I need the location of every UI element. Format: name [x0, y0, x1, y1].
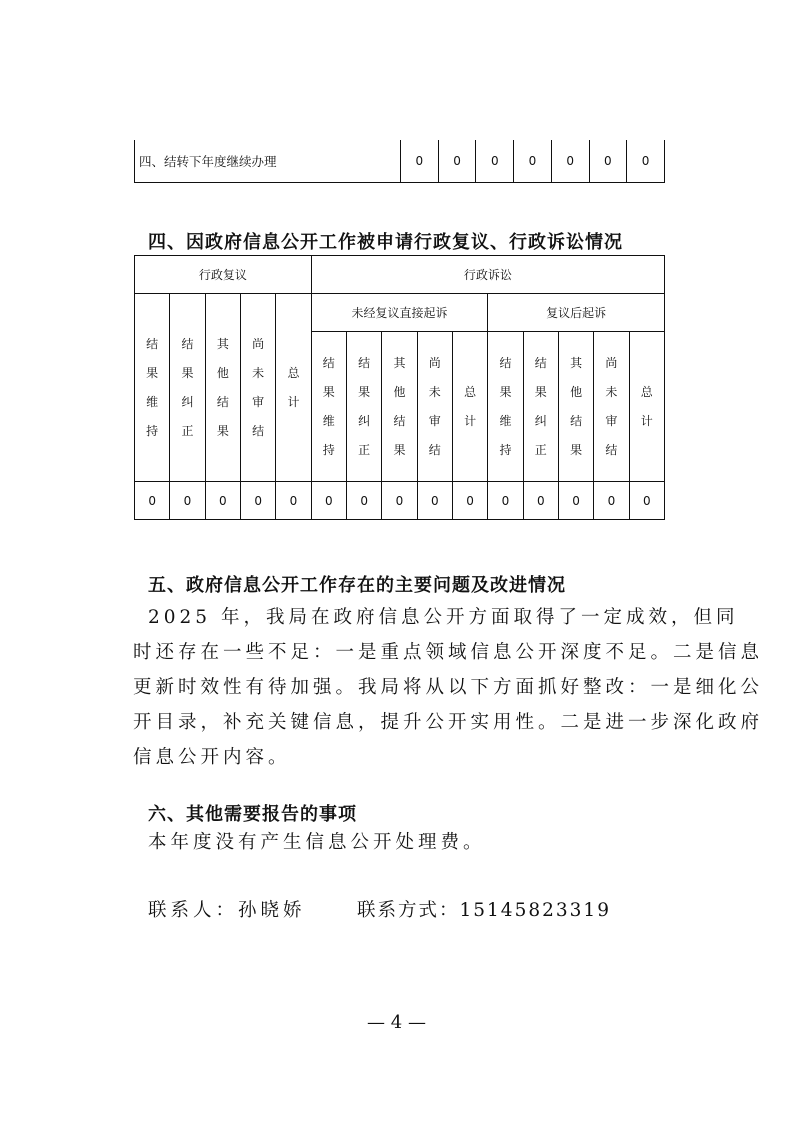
after-col-corrected — [523, 332, 558, 482]
cell-value: 0 — [514, 140, 552, 183]
header-char: 其 — [393, 355, 406, 370]
header-char: 纠 — [358, 413, 371, 428]
cell-value: 0 — [401, 140, 439, 183]
header-char: 尚 — [428, 355, 441, 370]
header-char: 结 — [393, 413, 406, 428]
header-char: 其 — [216, 336, 229, 351]
section5-line: 时还存在一些不足：一是重点领域信息公开深度不足。二是信息 — [133, 642, 764, 663]
review-litigation-table — [134, 255, 665, 520]
header-char: 结 — [322, 355, 335, 370]
header-char: 维 — [146, 394, 159, 409]
header-char: 他 — [216, 365, 229, 380]
cell-value: 0 — [205, 482, 240, 520]
cell-value: 0 — [523, 482, 558, 520]
header-char: 正 — [358, 442, 371, 457]
header-char: 结 — [605, 442, 618, 457]
header-char: 尚 — [252, 336, 265, 351]
header-char: 审 — [605, 413, 618, 428]
section4-heading: 四、因政府信息公开工作被申请行政复议、行政诉讼情况 — [148, 232, 623, 253]
header-char: 果 — [181, 365, 194, 380]
header-char: 果 — [499, 384, 512, 399]
header-char: 持 — [146, 423, 159, 438]
header-char: 果 — [358, 384, 371, 399]
table-row — [135, 140, 665, 183]
table-row — [135, 256, 665, 294]
admin-review-header: 行政复议 — [135, 256, 312, 294]
cell-value: 0 — [382, 482, 417, 520]
section6-body: 本年度没有产生信息公开处理费。 — [148, 832, 486, 853]
header-char: 结 — [358, 355, 371, 370]
cell-value: 0 — [276, 482, 311, 520]
after-review-suit-header: 复议后起诉 — [488, 294, 665, 332]
header-char: 未 — [605, 384, 618, 399]
direct-col-maintained — [311, 332, 346, 482]
header-char: 计 — [287, 394, 300, 409]
table-row — [135, 294, 665, 332]
header-char: 计 — [464, 413, 477, 428]
direct-col-corrected — [346, 332, 381, 482]
cell-value: 0 — [594, 482, 629, 520]
after-col-maintained — [488, 332, 523, 482]
header-char: 果 — [534, 384, 547, 399]
carryover-table — [134, 140, 665, 183]
cell-value: 0 — [438, 140, 476, 183]
header-char: 结 — [146, 336, 159, 351]
page-number: — 4 — — [367, 1012, 426, 1033]
header-char: 审 — [252, 394, 265, 409]
section5-heading: 五、政府信息公开工作存在的主要问题及改进情况 — [148, 575, 566, 596]
header-char: 持 — [322, 442, 335, 457]
header-char: 果 — [393, 442, 406, 457]
header-char: 未 — [252, 365, 265, 380]
header-char: 纠 — [181, 394, 194, 409]
header-char: 总 — [287, 365, 300, 380]
header-char: 维 — [322, 413, 335, 428]
table-row — [135, 482, 665, 520]
header-char: 他 — [393, 384, 406, 399]
header-char: 审 — [428, 413, 441, 428]
header-char: 结 — [428, 442, 441, 457]
header-char: 果 — [322, 384, 335, 399]
cell-value: 0 — [589, 140, 627, 183]
section5-line: 信息公开内容。 — [133, 747, 291, 768]
header-char: 总 — [640, 384, 653, 399]
cell-value: 0 — [627, 140, 665, 183]
after-col-other — [558, 332, 593, 482]
section5-line: 开目录，补充关键信息，提升公开实用性。二是进一步深化政府 — [133, 712, 764, 733]
review-col-corrected — [170, 294, 205, 482]
cell-value: 0 — [551, 140, 589, 183]
header-char: 纠 — [534, 413, 547, 428]
header-char: 维 — [499, 413, 512, 428]
header-char: 果 — [570, 442, 583, 457]
cell-value: 0 — [135, 482, 170, 520]
section5-line: 2025 年，我局在政府信息公开方面取得了一定成效，但同 — [148, 607, 739, 628]
header-char: 持 — [499, 442, 512, 457]
header-char: 计 — [640, 413, 653, 428]
contact-method: 联系方式：15145823319 — [357, 900, 611, 921]
admin-litigation-header: 行政诉讼 — [311, 256, 664, 294]
header-char: 其 — [570, 355, 583, 370]
contact-person: 联系人：孙晓娇 — [148, 900, 306, 921]
header-char: 果 — [146, 365, 159, 380]
cell-value: 0 — [311, 482, 346, 520]
cell-value: 0 — [476, 140, 514, 183]
direct-col-other — [382, 332, 417, 482]
header-char: 正 — [181, 423, 194, 438]
header-char: 果 — [216, 423, 229, 438]
header-char: 结 — [534, 355, 547, 370]
cell-value: 0 — [452, 482, 487, 520]
cell-value: 0 — [488, 482, 523, 520]
section6-heading: 六、其他需要报告的事项 — [148, 804, 357, 825]
cell-value: 0 — [346, 482, 381, 520]
header-char: 结 — [216, 394, 229, 409]
cell-value: 0 — [417, 482, 452, 520]
header-char: 总 — [464, 384, 477, 399]
direct-col-total — [452, 332, 487, 482]
header-char: 结 — [570, 413, 583, 428]
header-char: 未 — [428, 384, 441, 399]
header-char: 结 — [499, 355, 512, 370]
after-col-pending — [594, 332, 629, 482]
header-char: 结 — [181, 336, 194, 351]
review-col-other — [205, 294, 240, 482]
section5-line: 更新时效性有待加强。我局将从以下方面抓好整改：一是细化公 — [133, 677, 764, 698]
review-col-maintained — [135, 294, 170, 482]
row-label: 四、结转下年度继续办理 — [135, 140, 401, 183]
header-char: 他 — [570, 384, 583, 399]
direct-suit-header: 未经复议直接起诉 — [311, 294, 488, 332]
cell-value: 0 — [170, 482, 205, 520]
header-char: 尚 — [605, 355, 618, 370]
header-char: 结 — [252, 423, 265, 438]
after-col-total — [629, 332, 664, 482]
cell-value: 0 — [558, 482, 593, 520]
review-col-pending — [240, 294, 275, 482]
header-char: 正 — [534, 442, 547, 457]
review-col-total — [276, 294, 311, 482]
cell-value: 0 — [629, 482, 664, 520]
direct-col-pending — [417, 332, 452, 482]
cell-value: 0 — [240, 482, 275, 520]
